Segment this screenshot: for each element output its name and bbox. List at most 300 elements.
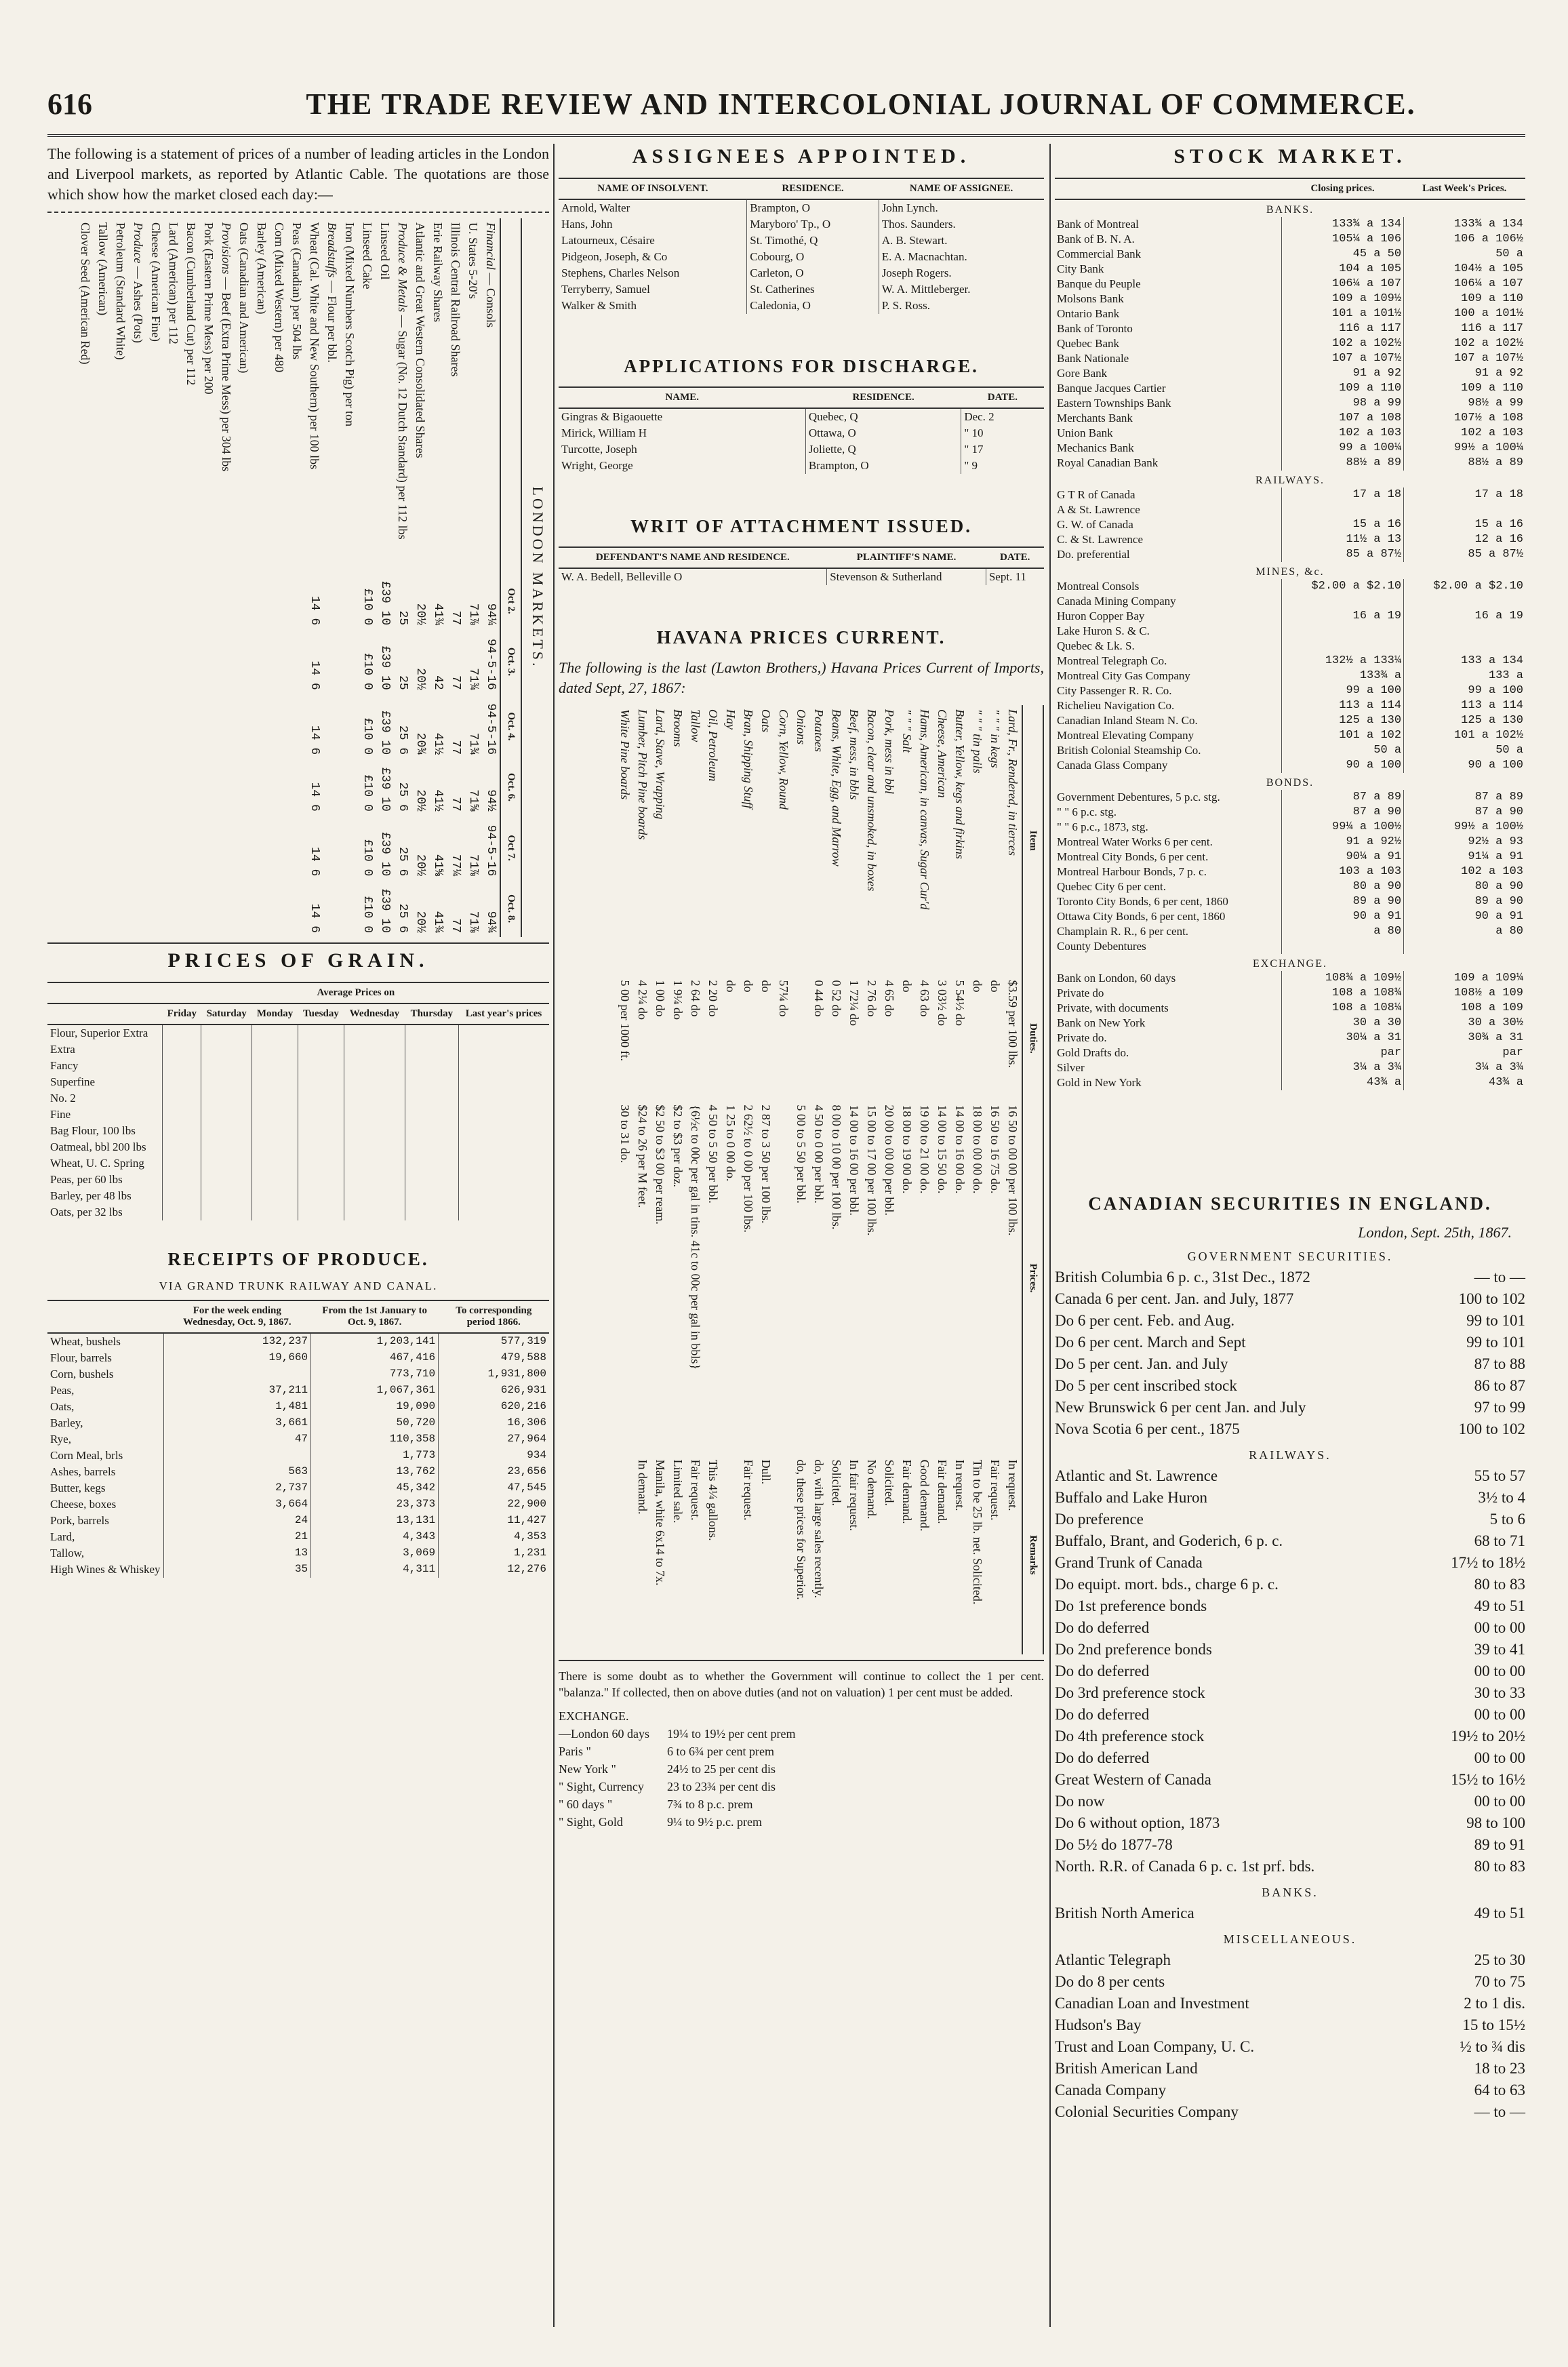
stock-row: [1055, 217, 1525, 232]
stock-cell: 132½ a 133¼: [1281, 654, 1403, 669]
grain-value: [201, 1107, 252, 1123]
stock-cell: 80 a 90: [1281, 879, 1403, 894]
london-item-name: Cheese (American Fine): [149, 222, 163, 342]
canadian-price: 00 to 00: [1474, 1706, 1525, 1723]
stock-cell: 107 a 107½: [1404, 351, 1525, 366]
london-value: [235, 816, 253, 880]
stock-cell: 50 a: [1404, 247, 1525, 262]
havana-intro: The following is the last (Lawton Brothers,) Havana Prices Current of Imports, dated Sept, 27, 1867:: [559, 659, 1044, 696]
london-value: [147, 629, 165, 694]
london-item: [411, 218, 429, 573]
canadian-row: [1055, 1949, 1525, 1971]
grain-avg-header: Average Prices on: [163, 982, 549, 1003]
havana-cell: Lumber, Pitch Pine boards: [636, 709, 649, 840]
havana-row: [687, 705, 704, 1654]
receipts-value: 110,358: [311, 1431, 439, 1448]
london-item-name: Linseed Cake: [361, 222, 374, 290]
stock-row: [1055, 894, 1525, 909]
havana-col-header: Prices.: [1022, 1100, 1043, 1455]
canadian-securities: [1055, 1250, 1525, 2123]
discharge-cell: Turcotte, Joseph: [561, 443, 637, 456]
havana-row: [1004, 705, 1022, 1654]
london-item-name: Petroleum (Standard White): [114, 222, 127, 360]
stock-cell: Gold in New York: [1057, 1076, 1142, 1089]
canadian-security: Grand Trunk of Canada: [1055, 1554, 1203, 1571]
grain-col-header: Last year's prices: [458, 1003, 549, 1025]
stock-row: [1055, 624, 1525, 639]
london-value: 71¾: [466, 668, 480, 690]
stock-cell: 17 a 18: [1281, 488, 1403, 502]
havana-cell: {6½c to 00c per gal in tins. 41c to 00c per gal in bbls}: [689, 1105, 702, 1370]
havana-cell: 4 63 do: [918, 980, 931, 1017]
london-value: [218, 759, 235, 816]
havana-cell: 18 00 to 19 00 do.: [900, 1105, 914, 1194]
stock-row: [1055, 366, 1525, 381]
havana-cell: Corn, Yellow, Round: [777, 709, 790, 810]
havana-cell: " " " tin pails: [971, 709, 984, 774]
london-value: 25: [396, 610, 409, 626]
grain-value: [298, 1058, 344, 1074]
london-value: [288, 694, 306, 759]
canadian-price: 17½ to 18½: [1451, 1554, 1525, 1571]
london-row: [359, 218, 376, 937]
receipts-item: Flour, barrels: [50, 1351, 112, 1364]
receipts-value: 3,664: [163, 1496, 311, 1513]
canadian-row: [1055, 1812, 1525, 1834]
assignees-row: [559, 249, 1044, 265]
stock-cell: $2.00 a $2.10: [1404, 579, 1525, 594]
london-value: [182, 629, 200, 694]
canadian-row: [1055, 1834, 1525, 1856]
london-row: [429, 218, 447, 937]
london-value: [323, 816, 341, 880]
canadian-row: [1055, 1747, 1525, 1769]
london-row: [112, 218, 129, 937]
grain-value: [405, 1058, 458, 1074]
stock-cell: 87 a 89: [1404, 790, 1525, 805]
receipts-value: 13,131: [311, 1513, 439, 1529]
stock-cell: 108 a 108¼: [1281, 1001, 1403, 1016]
stock-cell: Montreal City Bonds, 6 per cent.: [1057, 850, 1209, 863]
canadian-security: Do 5 per cent. Jan. and July: [1055, 1355, 1228, 1372]
havana-cell: Beans, White, Egg, and Marrow: [830, 709, 843, 867]
stock-cell: [1404, 594, 1525, 609]
havana-row: [775, 705, 792, 1654]
havana-cell: Pork, mess in bbl: [883, 709, 896, 794]
stock-cell: A & St. Lawrence: [1057, 503, 1140, 516]
stock-cell: " " 6 p.c., 1873, stg.: [1057, 820, 1148, 833]
canadian-row: [1055, 1418, 1525, 1440]
grain-item: Wheat, U. C. Spring: [50, 1157, 144, 1170]
assignees-cell: Arnold, Walter: [561, 201, 630, 214]
assignees-title: ASSIGNEES APPOINTED.: [632, 145, 971, 167]
receipts-row: [47, 1480, 549, 1496]
receipts-row: [47, 1448, 549, 1464]
stock-col-header: Last Week's Prices.: [1404, 178, 1525, 199]
assignees-cell: St. Catherines: [747, 281, 879, 298]
canadian-price: 25 to 30: [1474, 1951, 1525, 1968]
london-value: [94, 759, 112, 816]
stock-row: [1055, 1016, 1525, 1031]
stock-cell: Gold Drafts do.: [1057, 1046, 1129, 1059]
london-value: [253, 816, 270, 880]
receipts-value: 12,276: [439, 1562, 549, 1578]
grain-value: [298, 1074, 344, 1090]
stock-cell: Banque du Peuple: [1057, 277, 1141, 290]
canadian-price: 70 to 75: [1474, 1973, 1525, 1990]
grain-value: [405, 1139, 458, 1155]
canadian-security: Colonial Securities Company: [1055, 2103, 1239, 2120]
london-value: 41¾: [431, 911, 445, 933]
grain-col-header: Saturday: [201, 1003, 252, 1025]
havana-row: [863, 705, 881, 1654]
canadian-row: [1055, 1267, 1525, 1288]
stock-row: [1055, 247, 1525, 262]
london-item: [165, 218, 182, 573]
london-value: [323, 573, 341, 630]
london-group: Breadstuffs: [325, 222, 339, 278]
grain-value: [344, 1107, 405, 1123]
london-row: [253, 218, 270, 937]
stock-cell: 106 a 106½: [1404, 232, 1525, 247]
london-value: [112, 573, 129, 630]
discharge-cell: Dec. 2: [961, 408, 1044, 425]
havana-cell: Brooms: [671, 709, 685, 747]
receipts-value: 16,306: [439, 1415, 549, 1431]
london-value: [288, 759, 306, 816]
assignees-row: [559, 265, 1044, 281]
london-value: [270, 573, 288, 630]
london-item: [341, 218, 359, 573]
canadian-security: Trust and Loan Company, U. C.: [1055, 2038, 1255, 2055]
stock-cell: Mechanics Bank: [1057, 441, 1134, 454]
receipts-value: 4,343: [311, 1529, 439, 1545]
london-item: [429, 218, 447, 573]
receipts-value: 1,481: [163, 1399, 311, 1415]
receipts-value: 13,762: [311, 1464, 439, 1480]
canadian-row: [1055, 1288, 1525, 1310]
stock-group-row: [1055, 954, 1525, 971]
discharge-row: [559, 458, 1044, 474]
london-value: £39 10: [378, 768, 392, 812]
grain-row: [47, 1025, 549, 1041]
stock-cell: Merchants Bank: [1057, 412, 1133, 424]
london-col-header: Oct. 3.: [500, 629, 521, 694]
receipts-row: [47, 1415, 549, 1431]
canadian-price: — to —: [1474, 2103, 1525, 2120]
havana-rotated: [616, 705, 1044, 1654]
stock-cell: 43¾ a: [1404, 1075, 1525, 1090]
london-row: [341, 218, 359, 937]
london-value: 71⅞: [466, 911, 480, 933]
discharge-row: [559, 425, 1044, 441]
grain-value: [252, 1041, 298, 1058]
havana-cell: do: [900, 980, 914, 993]
havana-cell: Solicited.: [883, 1459, 896, 1507]
stock-cell: Bank on New York: [1057, 1016, 1146, 1029]
stock-cell: 85 a 87½: [1281, 547, 1403, 562]
canadian-price: 15½ to 16½: [1451, 1771, 1525, 1788]
stock-cell: 90 a 100: [1281, 758, 1403, 773]
stock-row: [1055, 835, 1525, 850]
london-value: 77: [449, 797, 462, 812]
assignees-cell: Terryberry, Samuel: [561, 283, 650, 296]
stock-group-row: [1055, 773, 1525, 790]
discharge-cell: Mirick, William H: [561, 426, 647, 439]
london-value: £39 10: [378, 645, 392, 690]
london-row: [218, 218, 235, 937]
column-rule: [553, 144, 555, 2327]
havana-cell: Cheese, American: [936, 709, 949, 798]
receipts-value: 23,373: [311, 1496, 439, 1513]
london-item-name: Oats (Canadian and American): [237, 222, 251, 374]
london-item: Provisions — Beef (Extra Prime Mess) per 304 lbs: [220, 222, 233, 472]
havana-cell: 15 00 to 17 00 per 100 lbs.: [865, 1105, 879, 1236]
london-value: [77, 816, 94, 880]
london-value: 41½: [431, 732, 445, 755]
stock-cell: 109 a 110: [1281, 381, 1403, 396]
london-item: [359, 218, 376, 573]
canadian-security: Canada Company: [1055, 2082, 1167, 2099]
grain-item: Barley, per 48 lbs: [50, 1189, 132, 1202]
assignees-row: [559, 216, 1044, 233]
assignees-row: [559, 298, 1044, 314]
london-item-name: Illinois Central Railroad Shares: [449, 222, 462, 377]
assignees-cell: John Lynch.: [879, 199, 1044, 216]
london-row: [147, 218, 165, 937]
stock-cell: [1281, 624, 1403, 639]
stock-cell: 108½ a 109: [1404, 986, 1525, 1001]
stock-cell: Eastern Townships Bank: [1057, 397, 1171, 410]
stock-cell: Banque Jacques Cartier: [1057, 382, 1166, 395]
london-value: 25 6: [396, 725, 409, 755]
stock-cell: 30¼ a 31: [1281, 1031, 1403, 1046]
stock-row: [1055, 381, 1525, 396]
london-value: [77, 694, 94, 759]
london-value: 25 6: [396, 903, 409, 933]
london-value: [77, 629, 94, 694]
stock-row: [1055, 351, 1525, 366]
grain-value: [405, 1025, 458, 1041]
canadian-price: 00 to 00: [1474, 1749, 1525, 1766]
stock-cell: 99 a 100: [1404, 683, 1525, 698]
havana-cell: Lard, Stave, Wrapping: [654, 709, 667, 820]
havana-cell: do: [742, 980, 755, 993]
page-number: 616: [47, 87, 92, 121]
havana-cell: do: [988, 980, 1002, 993]
stock-cell: Montreal Consols: [1057, 580, 1140, 593]
receipts-value: 1,203,141: [311, 1333, 439, 1350]
london-item-name: Corn (Mixed Western) per 480: [273, 222, 286, 373]
stock-cell: 91 a 92: [1404, 366, 1525, 381]
stock-cell: 99 a 100¼: [1281, 441, 1403, 456]
canadian-security: Canada 6 per cent. Jan. and July, 1877: [1055, 1290, 1294, 1307]
havana-row: [986, 705, 1004, 1654]
canadian-security: Do 6 per cent. Feb. and Aug.: [1055, 1312, 1235, 1329]
stock-cell: 108¾ a 109½: [1281, 971, 1403, 986]
canadian-security: Do do deferred: [1055, 1706, 1150, 1723]
stock-row: [1055, 292, 1525, 306]
stock-cell: C. & St. Lawrence: [1057, 533, 1143, 546]
havana-cell: In fair request.: [847, 1459, 861, 1532]
receipts-value: [163, 1366, 311, 1383]
canadian-security: Do do deferred: [1055, 1663, 1150, 1679]
receipts-value: 35: [163, 1562, 311, 1578]
exchange-row: [559, 1795, 1044, 1813]
receipts-value: 4,311: [311, 1562, 439, 1578]
stock-cell: 15 a 16: [1404, 517, 1525, 532]
london-value: [147, 694, 165, 759]
stock-cell: 100 a 101½: [1404, 306, 1525, 321]
stock-group-name: EXCHANGE.: [1253, 958, 1327, 970]
exchange-row: [559, 1760, 1044, 1778]
london-item: [376, 218, 394, 573]
canadian-security: Do 1st preference bonds: [1055, 1597, 1207, 1614]
canadian-row: [1055, 1595, 1525, 1617]
canadian-security: Do 4th preference stock: [1055, 1728, 1205, 1745]
receipts-col-header: For the week ending Wednesday, Oct. 9, 1867.: [163, 1300, 311, 1333]
grain-value: [201, 1074, 252, 1090]
exchange-rate: 9¼ to 9½ p.c. prem: [667, 1815, 762, 1829]
grain-value: [163, 1204, 201, 1220]
grain-value: [252, 1074, 298, 1090]
stock-cell: 87 a 90: [1404, 805, 1525, 820]
receipts-row: [47, 1366, 549, 1383]
stock-row: [1055, 262, 1525, 277]
havana-cell: 4 2¼ do: [636, 980, 649, 1020]
stock-cell: Ontario Bank: [1057, 307, 1120, 320]
stock-cell: 12 a 16: [1404, 532, 1525, 547]
london-value: [165, 816, 182, 880]
receipts-value: 1,773: [311, 1448, 439, 1464]
london-value: [147, 573, 165, 630]
receipts-value: 27,964: [439, 1431, 549, 1448]
stock-cell: [1404, 639, 1525, 654]
writ-col-header: DEFENDANT'S NAME AND RESIDENCE.: [559, 547, 827, 568]
london-value: 25 6: [396, 847, 409, 877]
stock-row: [1055, 1046, 1525, 1060]
london-value: [341, 573, 359, 630]
grain-col-header: Wednesday: [344, 1003, 405, 1025]
receipts-item: Butter, kegs: [50, 1481, 106, 1494]
assignees-cell: Walker & Smith: [561, 299, 637, 312]
canadian-price: 80 to 83: [1474, 1858, 1525, 1875]
stock-cell: 102 a 102½: [1404, 336, 1525, 351]
havana-cell: 1 00 do: [654, 980, 667, 1017]
london-item-name: Atlantic and Great Western Consolidated Shares: [414, 222, 427, 458]
london-row: [288, 218, 306, 937]
canadian-security: Atlantic and St. Lawrence: [1055, 1467, 1218, 1484]
discharge-cell: Ottawa, O: [805, 425, 961, 441]
assignees-cell: Maryboro' Tp., O: [747, 216, 879, 233]
havana-cell: Butter, Yellow, kegs and firkins: [953, 709, 967, 860]
divider: [47, 212, 549, 213]
london-value: [165, 573, 182, 630]
stock-cell: Montreal Harbour Bonds, 7 p. c.: [1057, 865, 1207, 878]
stock-cell: 80 a 90: [1404, 879, 1525, 894]
receipts-item: High Wines & Whiskey: [50, 1563, 161, 1576]
exchange-label: EXCHANGE.: [559, 1709, 629, 1723]
receipts-item: Wheat, bushels: [50, 1335, 121, 1348]
receipts-row: [47, 1545, 549, 1562]
grain-item: No. 2: [50, 1092, 76, 1105]
stock-row: [1055, 758, 1525, 773]
canadian-price: 49 to 51: [1474, 1597, 1525, 1614]
canadian-security: North. R.R. of Canada 6 p. c. 1st prf. bds.: [1055, 1858, 1315, 1875]
london-value: [200, 629, 218, 694]
grain-item: Oatmeal, bbl 200 lbs: [50, 1140, 146, 1153]
assignees-cell: Latourneux, Césaire: [561, 234, 655, 247]
stock-row: [1055, 232, 1525, 247]
stock-group-row: [1055, 562, 1525, 579]
stock-group-name: RAILWAYS.: [1255, 475, 1325, 486]
grain-value: [252, 1025, 298, 1041]
london-value: 20½: [414, 854, 427, 877]
london-item-name: Clover Seed (American Red): [79, 222, 92, 365]
stock-cell: 116 a 117: [1404, 321, 1525, 336]
stock-cell: 88½ a 89: [1404, 456, 1525, 471]
grain-col-header: Friday: [163, 1003, 201, 1025]
havana-cell: 1 25 to 0 00 do.: [724, 1105, 738, 1182]
canadian-security: Do 6 per cent. March and Sept: [1055, 1334, 1246, 1351]
assignees-cell: Hans, John: [561, 218, 613, 231]
stock-cell: 109 a 109¼: [1404, 971, 1525, 986]
stock-row: [1055, 939, 1525, 954]
stock-cell: Private do: [1057, 987, 1104, 999]
grain-item: Peas, per 60 lbs: [50, 1173, 123, 1186]
assignees-row: [559, 233, 1044, 249]
stock-row: [1055, 517, 1525, 532]
stock-cell: City Passenger R. R. Co.: [1057, 684, 1172, 697]
grain-value: [201, 1204, 252, 1220]
havana-cell: do, with large sales recently.: [812, 1459, 826, 1598]
stock-cell: Toronto City Bonds, 6 per cent, 1860: [1057, 895, 1228, 908]
receipts-row: [47, 1350, 549, 1366]
grain-col-header: Monday: [252, 1003, 298, 1025]
receipts-value: 4,353: [439, 1529, 549, 1545]
assignees-cell: Stephens, Charles Nelson: [561, 266, 680, 279]
havana-row: [792, 705, 810, 1654]
london-value: 42: [431, 675, 445, 690]
stock-cell: 88½ a 89: [1281, 456, 1403, 471]
london-value: [218, 573, 235, 630]
london-value: 41½: [431, 789, 445, 812]
grain-value: [163, 1188, 201, 1204]
london-value: [341, 694, 359, 759]
receipts-value: 467,416: [311, 1350, 439, 1366]
canadian-row: [1055, 1574, 1525, 1595]
london-row: [447, 218, 464, 937]
exchange-place: " Sight, Gold: [559, 1815, 623, 1829]
stock-cell: [1281, 639, 1403, 654]
stock-cell: 50 a: [1404, 743, 1525, 758]
stock-cell: Montreal City Gas Company: [1057, 669, 1190, 682]
stock-cell: a 80: [1404, 924, 1525, 939]
london-group: Financial: [484, 222, 498, 270]
grain-value: [252, 1090, 298, 1107]
london-item-name: Iron (Mixed Numbers Scotch Pig) per ton: [343, 222, 357, 426]
canadian-price: 86 to 87: [1474, 1377, 1525, 1394]
canadian-price: 55 to 57: [1474, 1467, 1525, 1484]
grain-title: PRICES OF GRAIN.: [167, 949, 429, 972]
havana-cell: $24 to 26 per M feet.: [636, 1105, 649, 1208]
receipts-table: [47, 1300, 549, 1578]
london-item: [77, 218, 94, 573]
exchange-row: [559, 1813, 1044, 1831]
grain-value: [458, 1139, 549, 1155]
canadian-price: 00 to 00: [1474, 1619, 1525, 1636]
receipts-value: 620,216: [439, 1399, 549, 1415]
